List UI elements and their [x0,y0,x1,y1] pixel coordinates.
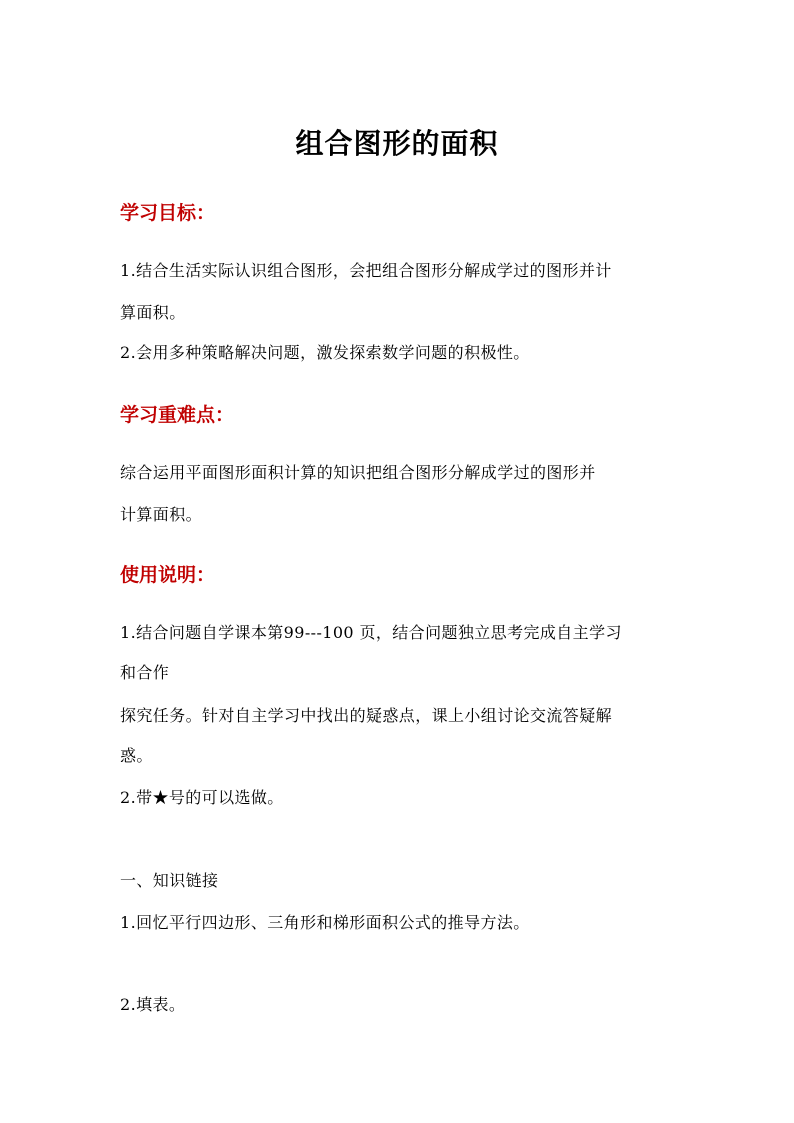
page-title: 组合图形的面积 [295,127,499,160]
key-points-line-1: 综合运用平面图形面积计算的知识把组合图形分解成学过的图形并 [120,463,596,482]
instructions-line-2: 和合作 [120,663,170,682]
key-points-line-2: 计算面积。 [120,505,203,524]
instructions-heading: 使用说明： [120,564,216,586]
instructions-line-4: 惑。 [120,746,153,765]
knowledge-line-1: 1.回忆平行四边形、三角形和梯形面积公式的推导方法。 [120,913,530,932]
instructions-line-1: 1.结合问题自学课本第99---100 页，结合问题独立思考完成自主学习 [120,623,622,642]
objectives-line-2: 算面积。 [120,303,186,322]
objectives-line-3: 2.会用多种策略解决问题，激发探索数学问题的积极性。 [120,343,530,362]
instructions-line-3: 探究任务。针对自主学习中找出的疑惑点，课上小组讨论交流答疑解 [120,706,613,725]
objectives-line-1: 1.结合生活实际认识组合图形，会把组合图形分解成学过的图形并计 [120,261,612,280]
knowledge-heading: 一、知识链接 [120,871,219,890]
objectives-heading: 学习目标： [120,202,216,224]
knowledge-line-2: 2.填表。 [120,995,186,1014]
key-points-heading: 学习重难点： [120,404,235,426]
instructions-line-5: 2.带★号的可以选做。 [120,788,284,807]
